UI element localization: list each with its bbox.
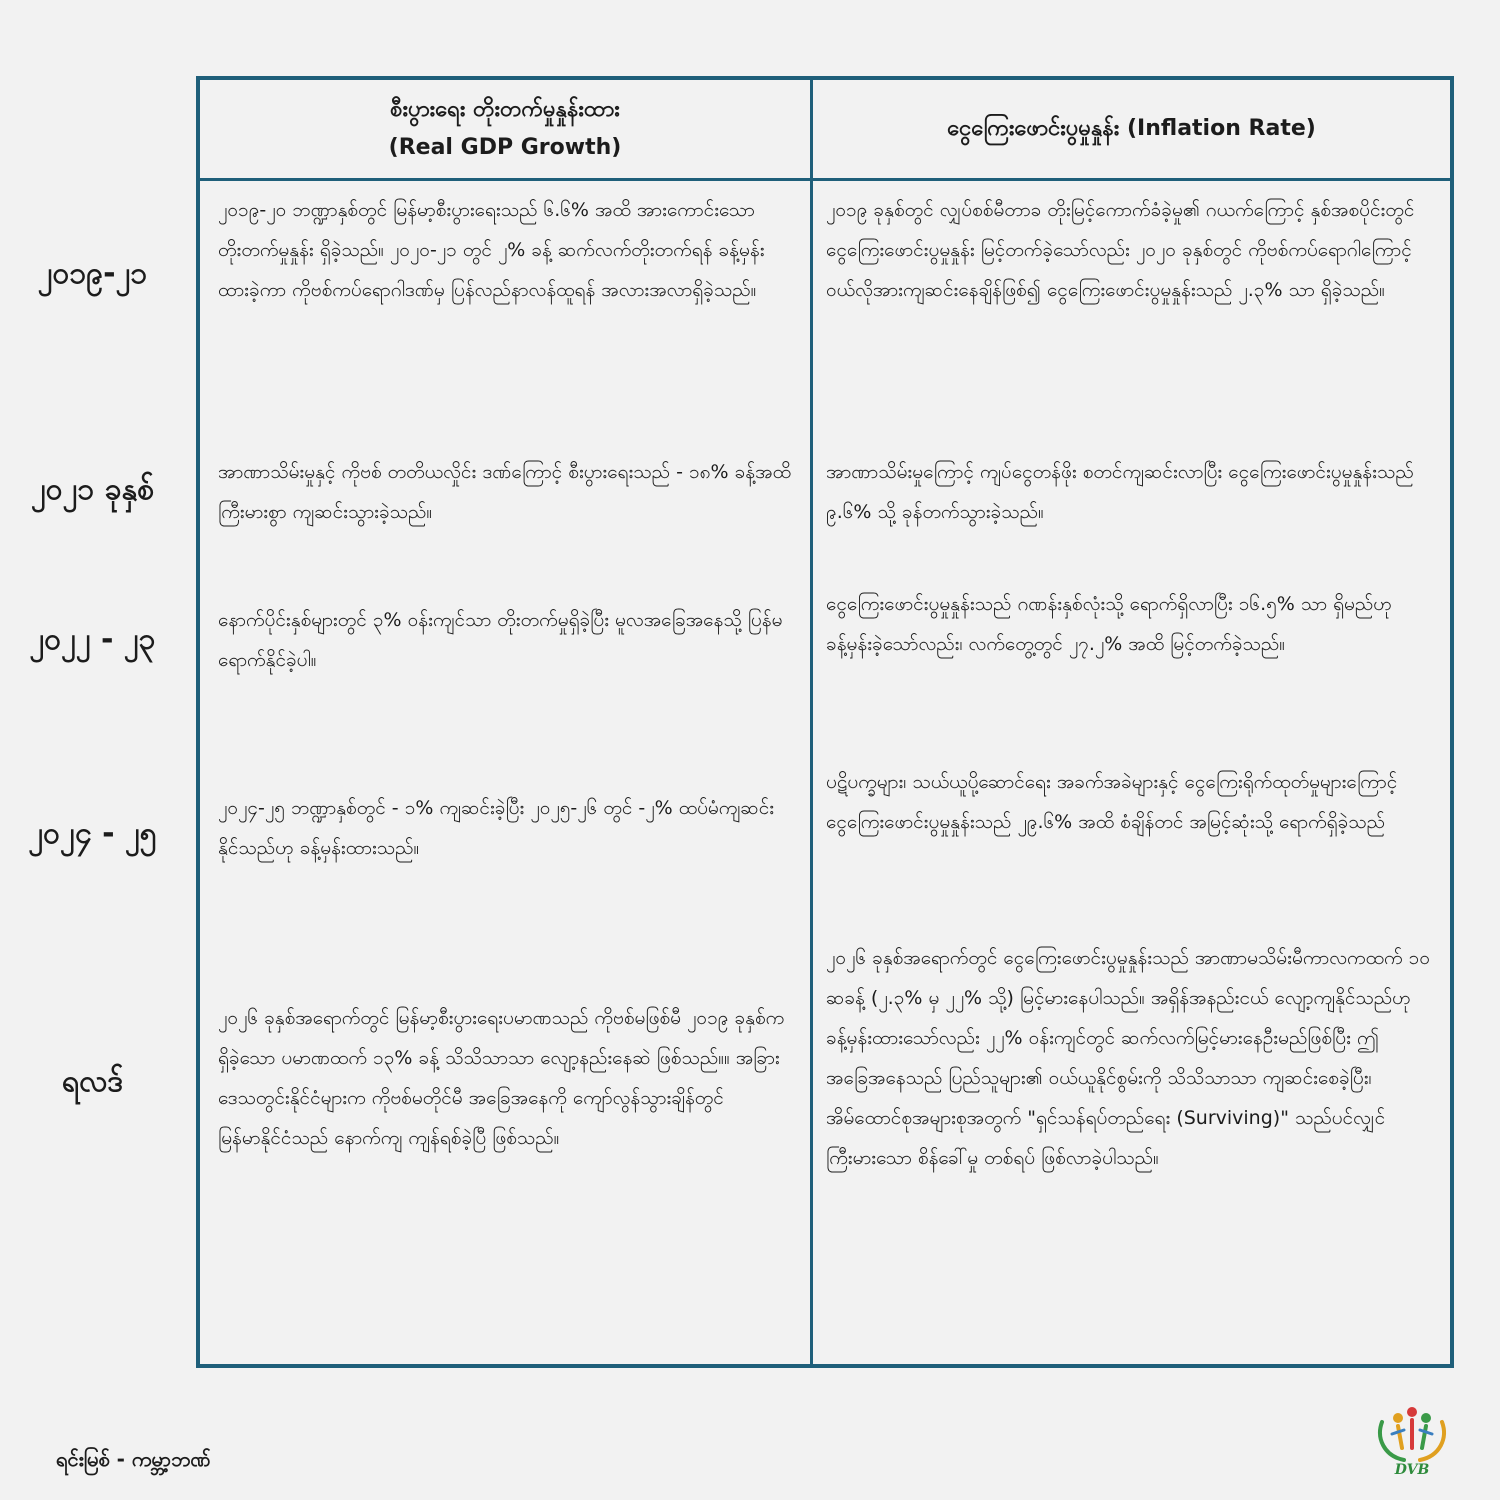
year-label-result: ရလဒ်	[62, 1064, 123, 1099]
gdp-cell-2021: အာဏာသိမ်းမှုနှင့် ကိုဗစ် တတိယလှိုင်း ဒဏ်ကြောင့် စီးပွားရေးသည် - ၁၈% ခန့်အထိ ကြီးမားစွာ ကျဆင်းသွားခဲ့သည်။	[218, 461, 791, 523]
inflation-cell-2022-23: ငွေကြေးဖောင်းပွမှုနှုန်းသည် ဂဏန်းနှစ်လုံးသို့ ရောက်ရှိလာပြီး ၁၆.၅% သာ ရှိမည်ဟု ခန့်မှန်းခဲ့သော်လည်း၊ လက်တွေ့တွင် ၂၇.၂% အထိ မြင့်တက်ခဲ့သည်။	[826, 593, 1392, 655]
comparison-table	[196, 76, 1454, 1368]
header-divider	[200, 178, 1450, 181]
year-label-2019-21: ၂၀၁၉-၂၁	[37, 256, 148, 291]
inflation-header-title: ငွေကြေးဖောင်းပွမှုနှုန်း (Inflation Rate)	[947, 116, 1316, 141]
gdp-cell-2024-25: ၂၀၂၄-၂၅ ဘဏ္ဍာနှစ်တွင် - ၁% ကျဆင်းခဲ့ပြီး ၂၀၂၅-၂၆ တွင် -၂% ထပ်မံကျဆင်းနိုင်သည်ဟု ခန့်မှန်းထားသည်။	[218, 797, 775, 859]
gdp-cell-result: ၂၀၂၆ ခုနှစ်အရောက်တွင် မြန်မာ့စီးပွားရေးပမာဏသည် ကိုဗစ်မဖြစ်မီ ၂၀၁၉ ခုနှစ်က ရှိခဲ့သော ပမာဏထက် ၁၃% ခန့် သိသိသာသာ လျော့နည်းနေဆဲ ဖြစ်သည်။။ အခြားဒေသတွင်းနိုင်ငံများက ကိုဗစ်မတိုင်မီ အခြေအနေကို ကျော်လွန်သွားချိန်တွင် မြန်မာနိုင်ငံသည် နောက်ကျ ကျန်ရစ်ခဲ့ပြီ ဖြစ်သည်။	[218, 1007, 785, 1149]
gdp-cell-2022-23: နောက်ပိုင်းနှစ်များတွင် ၃% ဝန်းကျင်သာ တိုးတက်မှုရှိခဲ့ပြီး မူလအခြေအနေသို့ ပြန်မရောက်နိုင်ခဲ့ပါ။	[218, 609, 783, 671]
gdp-header-subtitle: (Real GDP Growth)	[388, 135, 622, 160]
inflation-cell-2021: အာဏာသိမ်းမှုကြောင့် ကျပ်ငွေတန်ဖိုး စတင်ကျဆင်းလာပြီး ငွေကြေးဖောင်းပွမှုနှုန်းသည် ၉.၆% သို့ ခုန်တက်သွားခဲ့သည်။	[826, 461, 1414, 523]
inflation-cell-2024-25: ပဋိပက္ခများ၊ သယ်ယူပို့ဆောင်ရေး အခက်အခဲများနှင့် ငွေကြေးရိုက်ထုတ်မှုများကြောင့် ငွေကြေးဖောင်းပွမှုနှုန်းသည် ၂၉.၆% အထိ စံချိန်တင် အမြင့်ဆုံးသို့ ရောက်ရှိခဲ့သည်	[826, 771, 1398, 833]
dvb-logo-icon	[1374, 1404, 1450, 1464]
year-label-2021: ၂၀၂၁ ခုနှစ်	[31, 472, 154, 507]
gdp-cell-2019-21: ၂၀၁၉-၂၀ ဘဏ္ဍာနှစ်တွင် မြန်မာ့စီးပွားရေးသည် ၆.၆% အထိ အားကောင်းသော တိုးတက်မှုနှုန်း ရှိခဲ့သည်။ ၂၀၂၀-၂၁ တွင် ၂% ခန့် ဆက်လက်တိုးတက်ရန် ခန့်မှန်းထားခဲ့ကာ ကိုဗစ်ကပ်ရောဂါဒဏ်မှ ပြန်လည်နာလန်ထူရန် အလားအလာရှိခဲ့သည်။	[218, 199, 765, 301]
gdp-column-header	[200, 80, 810, 178]
year-label-2022-23: ၂၀၂၂ - ၂၃	[29, 622, 156, 657]
gdp-header-title: စီးပွားရေး တိုးတက်မှုနှုန်းထား	[390, 97, 620, 122]
dvb-logo	[1374, 1404, 1450, 1484]
inflation-cell-result: ၂၀၂၆ ခုနှစ်အရောက်တွင် ငွေကြေးဖောင်းပွမှုနှုန်းသည် အာဏာမသိမ်းမီကာလကထက် ၁၀ ဆခန့် (၂.၃% မှ ၂၂% သို့) မြင့်မားနေပါသည်။ အရှိန်အနည်းငယ် လျော့ကျနိုင်သည်ဟု ခန့်မှန်းထားသော်လည်း ၂၂% ဝန်းကျင်တွင် ဆက်လက်မြင့်မားနေဦးမည်ဖြစ်ပြီး ဤအခြေအနေသည် ပြည်သူများ၏ ဝယ်ယူနိုင်စွမ်းကို သိသိသာသာ ကျဆင်းစေခဲ့ပြီး၊ အိမ်ထောင်စုအများစုအတွက် "ရှင်သန်ရပ်တည်ရေး (Surviving)" သည်ပင်လျှင် ကြီးမားသော စိန်ခေါ်မှု တစ်ရပ် ဖြစ်လာခဲ့ပါသည်။	[826, 947, 1431, 1169]
inflation-cell-2019-21: ၂၀၁၉ ခုနှစ်တွင် လျှပ်စစ်မီတာခ တိုးမြင့်ကောက်ခံခဲ့မှု၏ ဂယက်ကြောင့် နှစ်အစပိုင်းတွင် ငွေကြေးဖောင်းပွမှုနှုန်း မြင့်တက်ခဲ့သော်လည်း ၂၀၂၀ ခုနှစ်တွင် ကိုဗစ်ကပ်ရောဂါကြောင့် ဝယ်လိုအားကျဆင်းနေချိန်ဖြစ်၍ ငွေကြေးဖောင်းပွမှုနှုန်းသည် ၂.၃% သာ ရှိခဲ့သည်။	[826, 199, 1415, 301]
column-divider	[810, 80, 813, 1364]
dvb-logo-text: DVB	[1394, 1462, 1430, 1478]
year-label-2024-25: ၂၀၂၄ - ၂၅	[28, 816, 157, 851]
source-credit: ရင်းမြစ် - ကမ္ဘာ့ဘဏ်	[56, 1447, 211, 1471]
inflation-column-header	[813, 80, 1450, 178]
